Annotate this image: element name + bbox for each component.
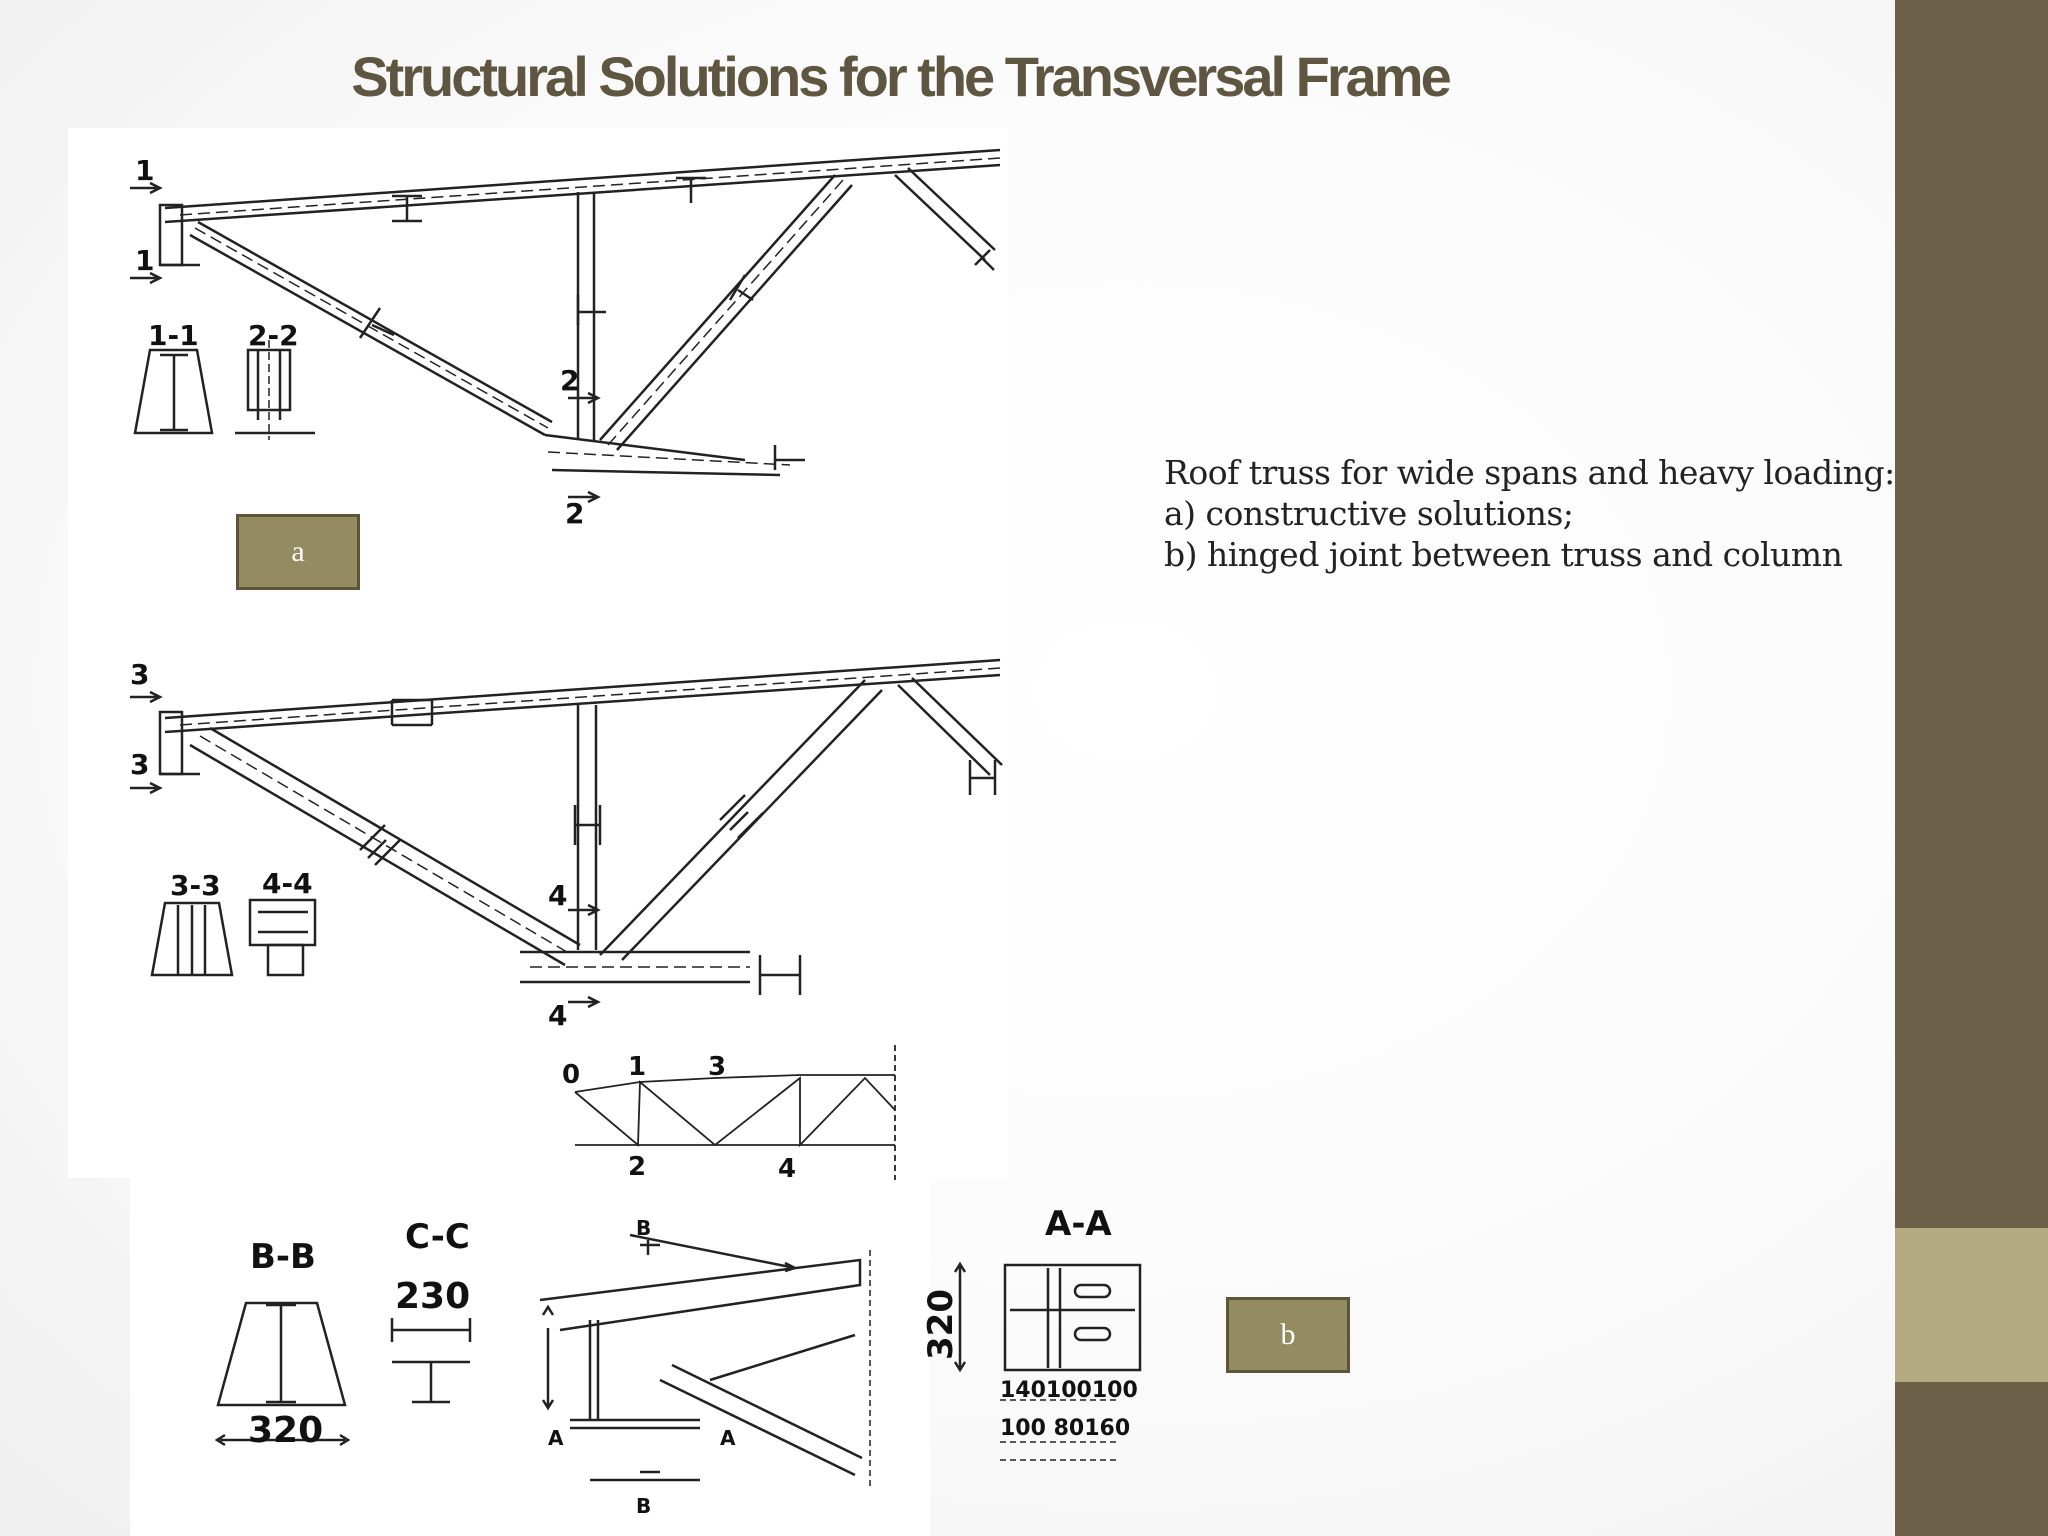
sec-1-bottom: 1 xyxy=(135,244,155,277)
cut-4-4: 4-4 xyxy=(262,867,313,900)
node-3: 3 xyxy=(708,1052,727,1082)
dim-row-2: 100 80160 xyxy=(1000,1416,1131,1441)
mark-b-top: B xyxy=(636,1216,652,1240)
dim-320-aa: 320 xyxy=(921,1289,961,1360)
dim-row-1: 140100100 xyxy=(1000,1378,1138,1403)
sec-2-top: 2 xyxy=(560,364,580,397)
node-1: 1 xyxy=(628,1052,647,1082)
description-line-2: a) constructive solutions; xyxy=(1164,494,1574,533)
cut-3-3: 3-3 xyxy=(170,869,221,902)
sec-3-top: 3 xyxy=(130,658,150,691)
truss-scheme xyxy=(575,1045,895,1180)
description xyxy=(1164,452,1895,575)
mark-a-right: A xyxy=(720,1426,736,1450)
description-line-3: b) hinged joint between truss and column xyxy=(1164,535,1843,574)
mark-a-left: A xyxy=(548,1426,564,1450)
slide-title: Structural Solutions for the Transversal Frame xyxy=(351,45,1449,108)
description-line-1: Roof truss for wide spans and heavy loading: xyxy=(1164,453,1895,492)
sec-4-top: 4 xyxy=(548,879,568,912)
cut-b-b: B-B xyxy=(250,1237,316,1277)
sec-4-bottom: 4 xyxy=(548,999,568,1032)
label-b: b xyxy=(1226,1297,1350,1373)
node-4: 4 xyxy=(778,1154,797,1184)
cut-c-c: C-C xyxy=(405,1217,470,1257)
sec-3-bottom: 3 xyxy=(130,748,150,781)
node-2: 2 xyxy=(628,1152,647,1182)
sec-1-top: 1 xyxy=(135,154,155,187)
cut-2-2: 2-2 xyxy=(248,319,299,352)
label-a: a xyxy=(236,514,360,590)
mark-b-bottom: B xyxy=(636,1494,652,1518)
sec-2-bottom: 2 xyxy=(565,497,585,530)
truss-a2 xyxy=(130,660,1002,1007)
dim-230: 230 xyxy=(395,1276,471,1317)
cut-1-1: 1-1 xyxy=(148,319,199,352)
node-0: 0 xyxy=(562,1060,581,1090)
dim-320-bb: 320 xyxy=(248,1410,324,1451)
joint-detail xyxy=(217,1235,1140,1490)
cut-a-a: A-A xyxy=(1045,1204,1112,1244)
